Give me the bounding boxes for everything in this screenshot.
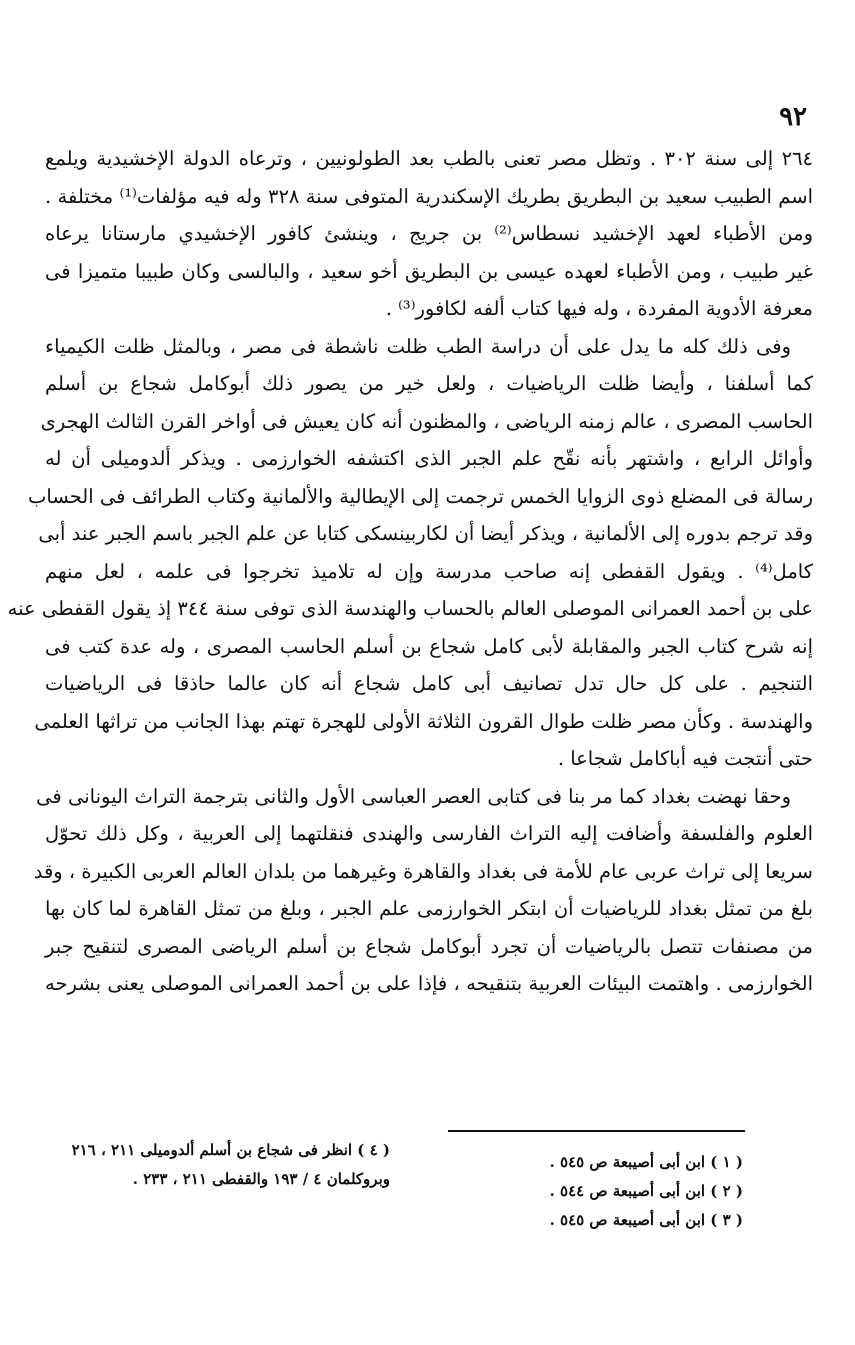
body-line: والهندسة . وكأن مصر ظلت طوال القرون الثلاثة الأولى للهجرة تهتم بهذا الجانب من تراثها العلمى bbox=[34, 709, 813, 733]
footnotes-right-column bbox=[443, 1148, 743, 1235]
body-line: غير طبيب ، ومن الأطباء لعهده عيسى بن البطريق أخو سعيد ، والبالسى وكان طبيبا متميزا فى bbox=[45, 259, 813, 283]
body-line: وفى ذلك كله ما يدل على أن دراسة الطب ظلت ناشطة فى مصر ، وبالمثل ظلت الكيمياء bbox=[45, 334, 791, 358]
body-line: على بن أحمد العمرانى الموصلى العالم بالحساب والهندسة الذى توفى سنة ٣٤٤ إذ يقول القفطى عنه bbox=[7, 597, 813, 620]
body-line: وأوائل الرابع ، واشتهر بأنه نقّح علم الجبر الذى اكتشفه الخوارزمى . ويذكر ألدوميلى أن له bbox=[45, 447, 813, 470]
body-line: كامل⁽⁴⁾ . ويقول القفطى إنه صاحب مدرسة وإن له تلاميذ تخرجوا فى علمه ، لعل منهم bbox=[45, 559, 813, 583]
body-line: ومن الأطباء لعهد الإخشيد نسطاس⁽²⁾ بن جريج ، وينشئ كافور الإخشيدي مارستانا يرعاه bbox=[45, 222, 813, 245]
body-line: بلغ من تمثل بغداد للرياضيات أن ابتكر الخوارزمى علم الجبر ، وبلغ من تمثل القاهرة لما كان بها bbox=[45, 897, 813, 920]
footnote-continuation: وبروكلمان ٤ / ١٩٣ والقفطى ٢١١ ، ٢٣٣ . bbox=[132, 1170, 390, 1188]
body-line: كما أسلفنا ، وأيضا ظلت الرياضيات ، ولعل خير من يصور ذلك أبوكامل شجاع بن أسلم bbox=[45, 372, 813, 395]
footnotes-left-column bbox=[50, 1136, 390, 1194]
body-line: رسالة فى المضلع ذوى الزوايا الخمس ترجمت إلى الإيطالية والألمانية وكتاب الطرائف فى الحساب bbox=[28, 484, 813, 508]
footnote: ( ٢ ) ابن أبى أصيبعة ص ٥٤٤ . bbox=[549, 1182, 743, 1200]
body-line: اسم الطبيب سعيد بن البطريق بطريك الإسكندرية المتوفى سنة ٣٢٨ وله فيه مؤلفات⁽¹⁾ مختلفة . bbox=[45, 184, 813, 208]
body-text bbox=[7, 140, 814, 1003]
body-line: الخوارزمى . واهتمت البيئات العربية بتنقيحه ، فإذا على بن أحمد العمرانى الموصلى يعنى بشرحه bbox=[45, 972, 813, 995]
body-line: حتى أنتجت فيه أباكامل شجاعا . bbox=[557, 747, 813, 770]
footnote: ( ٤ ) انظر فى شجاع بن أسلم ألدوميلى ٢١١ ، ٢١٦ bbox=[71, 1141, 390, 1159]
body-line: وحقا نهضت بغداد كما مر بنا فى كتابى العصر العباسى الأول والثانى بترجمة التراث اليونانى فى bbox=[36, 784, 791, 808]
body-line: التنجيم . على كل حال تدل تصانيف أبى كامل شجاع أنه كان عالما حاذقا فى الرياضيات bbox=[45, 672, 813, 695]
footnote: ( ٣ ) ابن أبى أصيبعة ص ٥٤٥ . bbox=[549, 1211, 743, 1229]
body-line: معرفة الأدوية المفردة ، وله فيها كتاب ألفه لكافور⁽³⁾ . bbox=[385, 297, 813, 320]
footnote: ( ١ ) ابن أبى أصيبعة ص ٥٤٥ . bbox=[549, 1153, 743, 1171]
footnote-divider bbox=[448, 1130, 745, 1132]
body-line: إنه شرح كتاب الجبر والمقابلة لأبى كامل شجاع بن أسلم الحاسب المصرى ، وله عدة كتب فى bbox=[45, 634, 813, 658]
body-line: الحاسب المصرى ، عالم زمنه الرياضى ، والمظنون أنه كان يعيش فى أواخر القرن الثالث الهجرى bbox=[40, 409, 813, 433]
body-line: العلوم والفلسفة وأضافت إليه التراث الفارسى والهندى فنقلتهما إلى العربية ، وكل ذلك تحوّل bbox=[45, 822, 813, 845]
body-line: وقد ترجم بدوره إلى الألمانية ، ويذكر أيضا أن لكاربينسكى كتابا عن علم الجبر باسم الجبر عند أبى bbox=[38, 522, 813, 545]
body-line: ٢٦٤ إلى سنة ٣٠٢ . وتظل مصر تعنى بالطب بعد الطولونيين ، وترعاه الدولة الإخشيدية ويلمع bbox=[45, 147, 814, 170]
page-number: ٩٢ bbox=[779, 102, 807, 132]
body-line: من مصنفات تتصل بالرياضيات أن تجرد أبوكامل شجاع بن أسلم الرياضى المصرى لتنقيح جبر bbox=[45, 934, 813, 958]
body-line: سريعا إلى تراث عربى عام للأمة فى بغداد والقاهرة وغيرهما من بلدان العالم العربى الكبيرة ، وقد bbox=[33, 859, 813, 883]
